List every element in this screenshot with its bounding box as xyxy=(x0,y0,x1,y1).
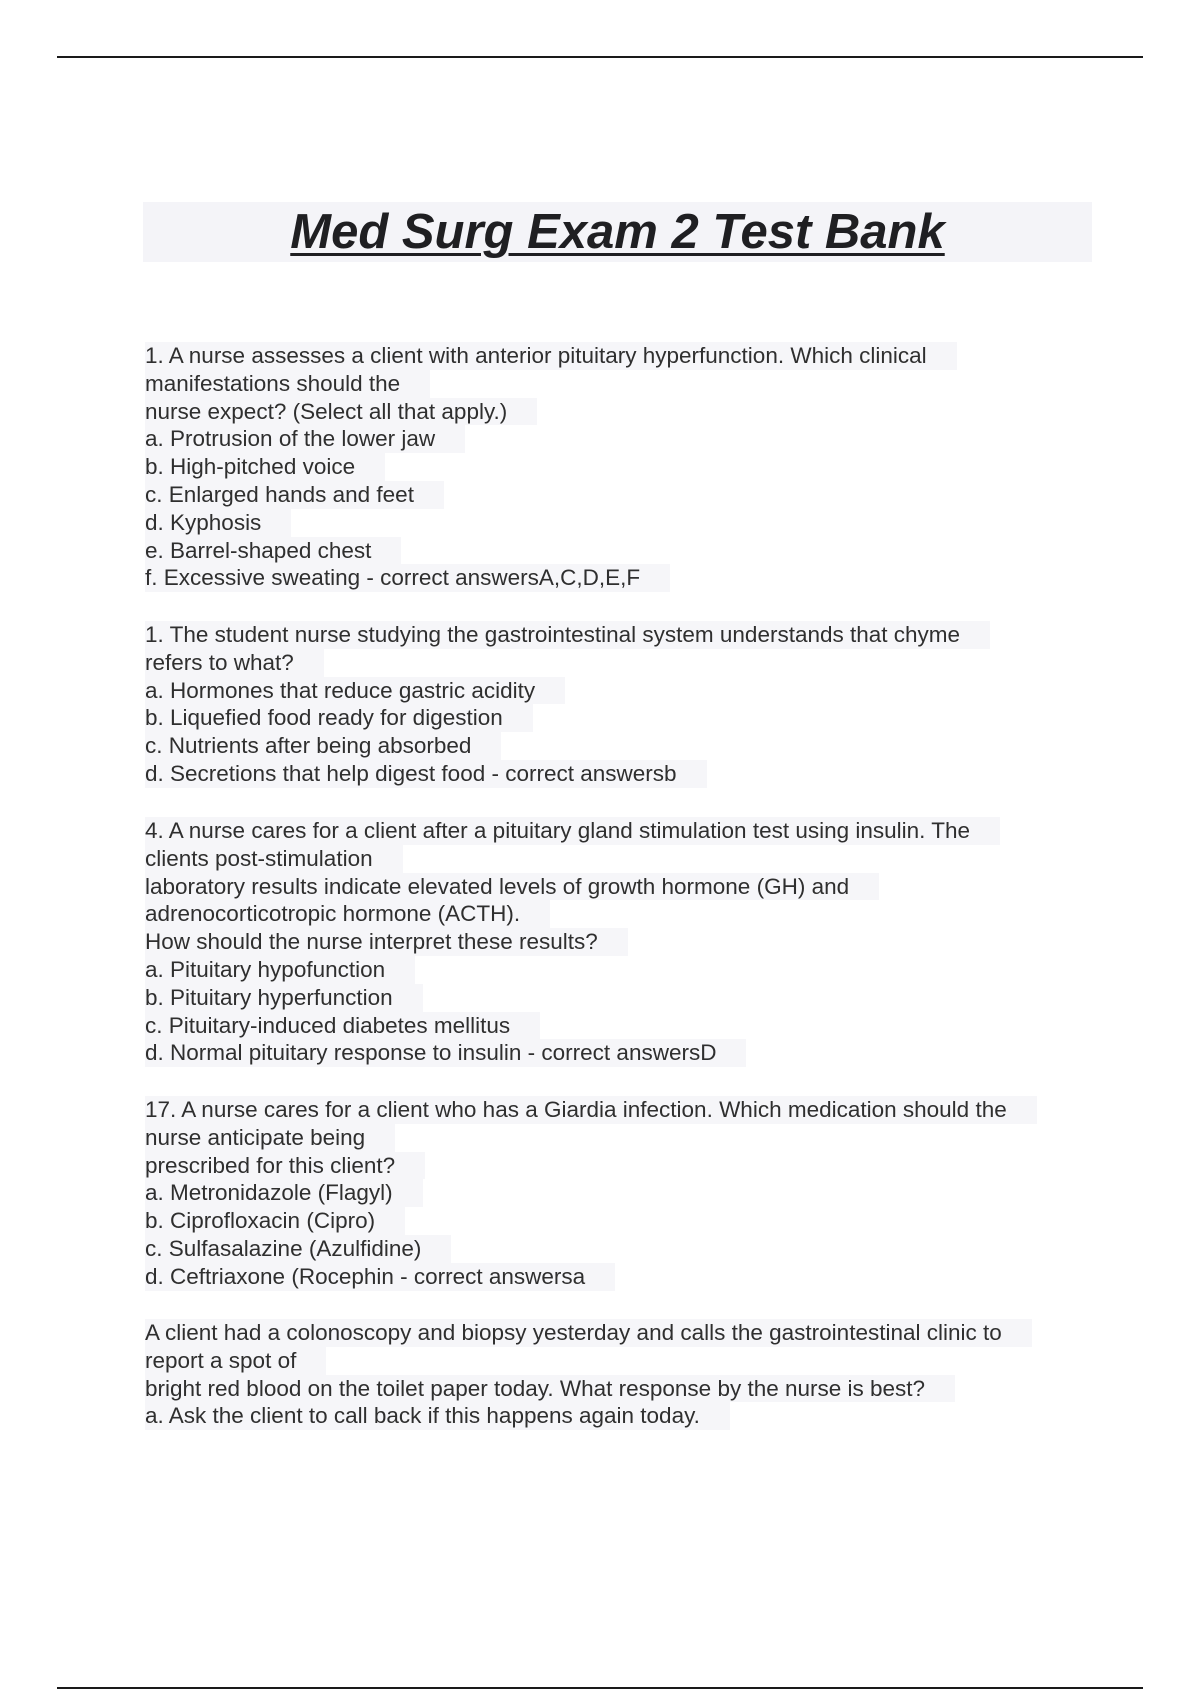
question-line: How should the nurse interpret these results? xyxy=(145,928,628,956)
answer-option: a. Protrusion of the lower jaw xyxy=(145,425,465,453)
answer-option: b. Pituitary hyperfunction xyxy=(145,984,423,1012)
answer-option: d. Normal pituitary response to insulin - correct answersD xyxy=(145,1039,746,1067)
question-line: refers to what? xyxy=(145,649,324,677)
question-line: 1. A nurse assesses a client with anterior pituitary hyperfunction. Which clinical xyxy=(145,342,957,370)
answer-option: d. Kyphosis xyxy=(145,509,291,537)
answer-option: b. Liquefied food ready for digestion xyxy=(145,704,533,732)
title-band xyxy=(143,202,1092,262)
answer-option: e. Barrel-shaped chest xyxy=(145,537,401,565)
answer-option: b. High-pitched voice xyxy=(145,453,385,481)
question-line: prescribed for this client? xyxy=(145,1152,425,1180)
question-block-2 xyxy=(145,621,1085,788)
question-line: manifestations should the xyxy=(145,370,430,398)
question-block-3 xyxy=(145,817,1085,1067)
answer-option: f. Excessive sweating - correct answersA,C,D,E,F xyxy=(145,564,670,592)
answer-option: c. Enlarged hands and feet xyxy=(145,481,444,509)
question-line: A client had a colonoscopy and biopsy yesterday and calls the gastrointestinal clinic to xyxy=(145,1319,1032,1347)
top-rule xyxy=(57,56,1143,58)
question-block-4 xyxy=(145,1096,1085,1291)
page-title: Med Surg Exam 2 Test Bank xyxy=(290,205,945,259)
answer-option: a. Metronidazole (Flagyl) xyxy=(145,1179,423,1207)
question-line: nurse expect? (Select all that apply.) xyxy=(145,398,537,426)
answer-option: a. Ask the client to call back if this happens again today. xyxy=(145,1402,730,1430)
answer-option: a. Hormones that reduce gastric acidity xyxy=(145,677,565,705)
question-line: clients post-stimulation xyxy=(145,845,403,873)
answer-option: c. Pituitary-induced diabetes mellitus xyxy=(145,1012,540,1040)
question-block-5 xyxy=(145,1319,1085,1430)
question-line: adrenocorticotropic hormone (ACTH). xyxy=(145,900,550,928)
question-line: 4. A nurse cares for a client after a pituitary gland stimulation test using insulin. The xyxy=(145,817,1000,845)
question-line: laboratory results indicate elevated levels of growth hormone (GH) and xyxy=(145,873,879,901)
answer-option: d. Ceftriaxone (Rocephin - correct answersa xyxy=(145,1263,615,1291)
answer-option: c. Nutrients after being absorbed xyxy=(145,732,501,760)
bottom-rule xyxy=(57,1687,1143,1689)
question-line: 1. The student nurse studying the gastrointestinal system understands that chyme xyxy=(145,621,990,649)
answer-option: c. Sulfasalazine (Azulfidine) xyxy=(145,1235,451,1263)
answer-option: b. Ciprofloxacin (Cipro) xyxy=(145,1207,405,1235)
question-line: bright red blood on the toilet paper today. What response by the nurse is best? xyxy=(145,1375,955,1403)
question-line: 17. A nurse cares for a client who has a Giardia infection. Which medication should the xyxy=(145,1096,1037,1124)
answer-option: d. Secretions that help digest food - correct answersb xyxy=(145,760,707,788)
question-line: nurse anticipate being xyxy=(145,1124,395,1152)
question-block-1 xyxy=(145,342,1085,592)
question-line: report a spot of xyxy=(145,1347,326,1375)
answer-option: a. Pituitary hypofunction xyxy=(145,956,415,984)
